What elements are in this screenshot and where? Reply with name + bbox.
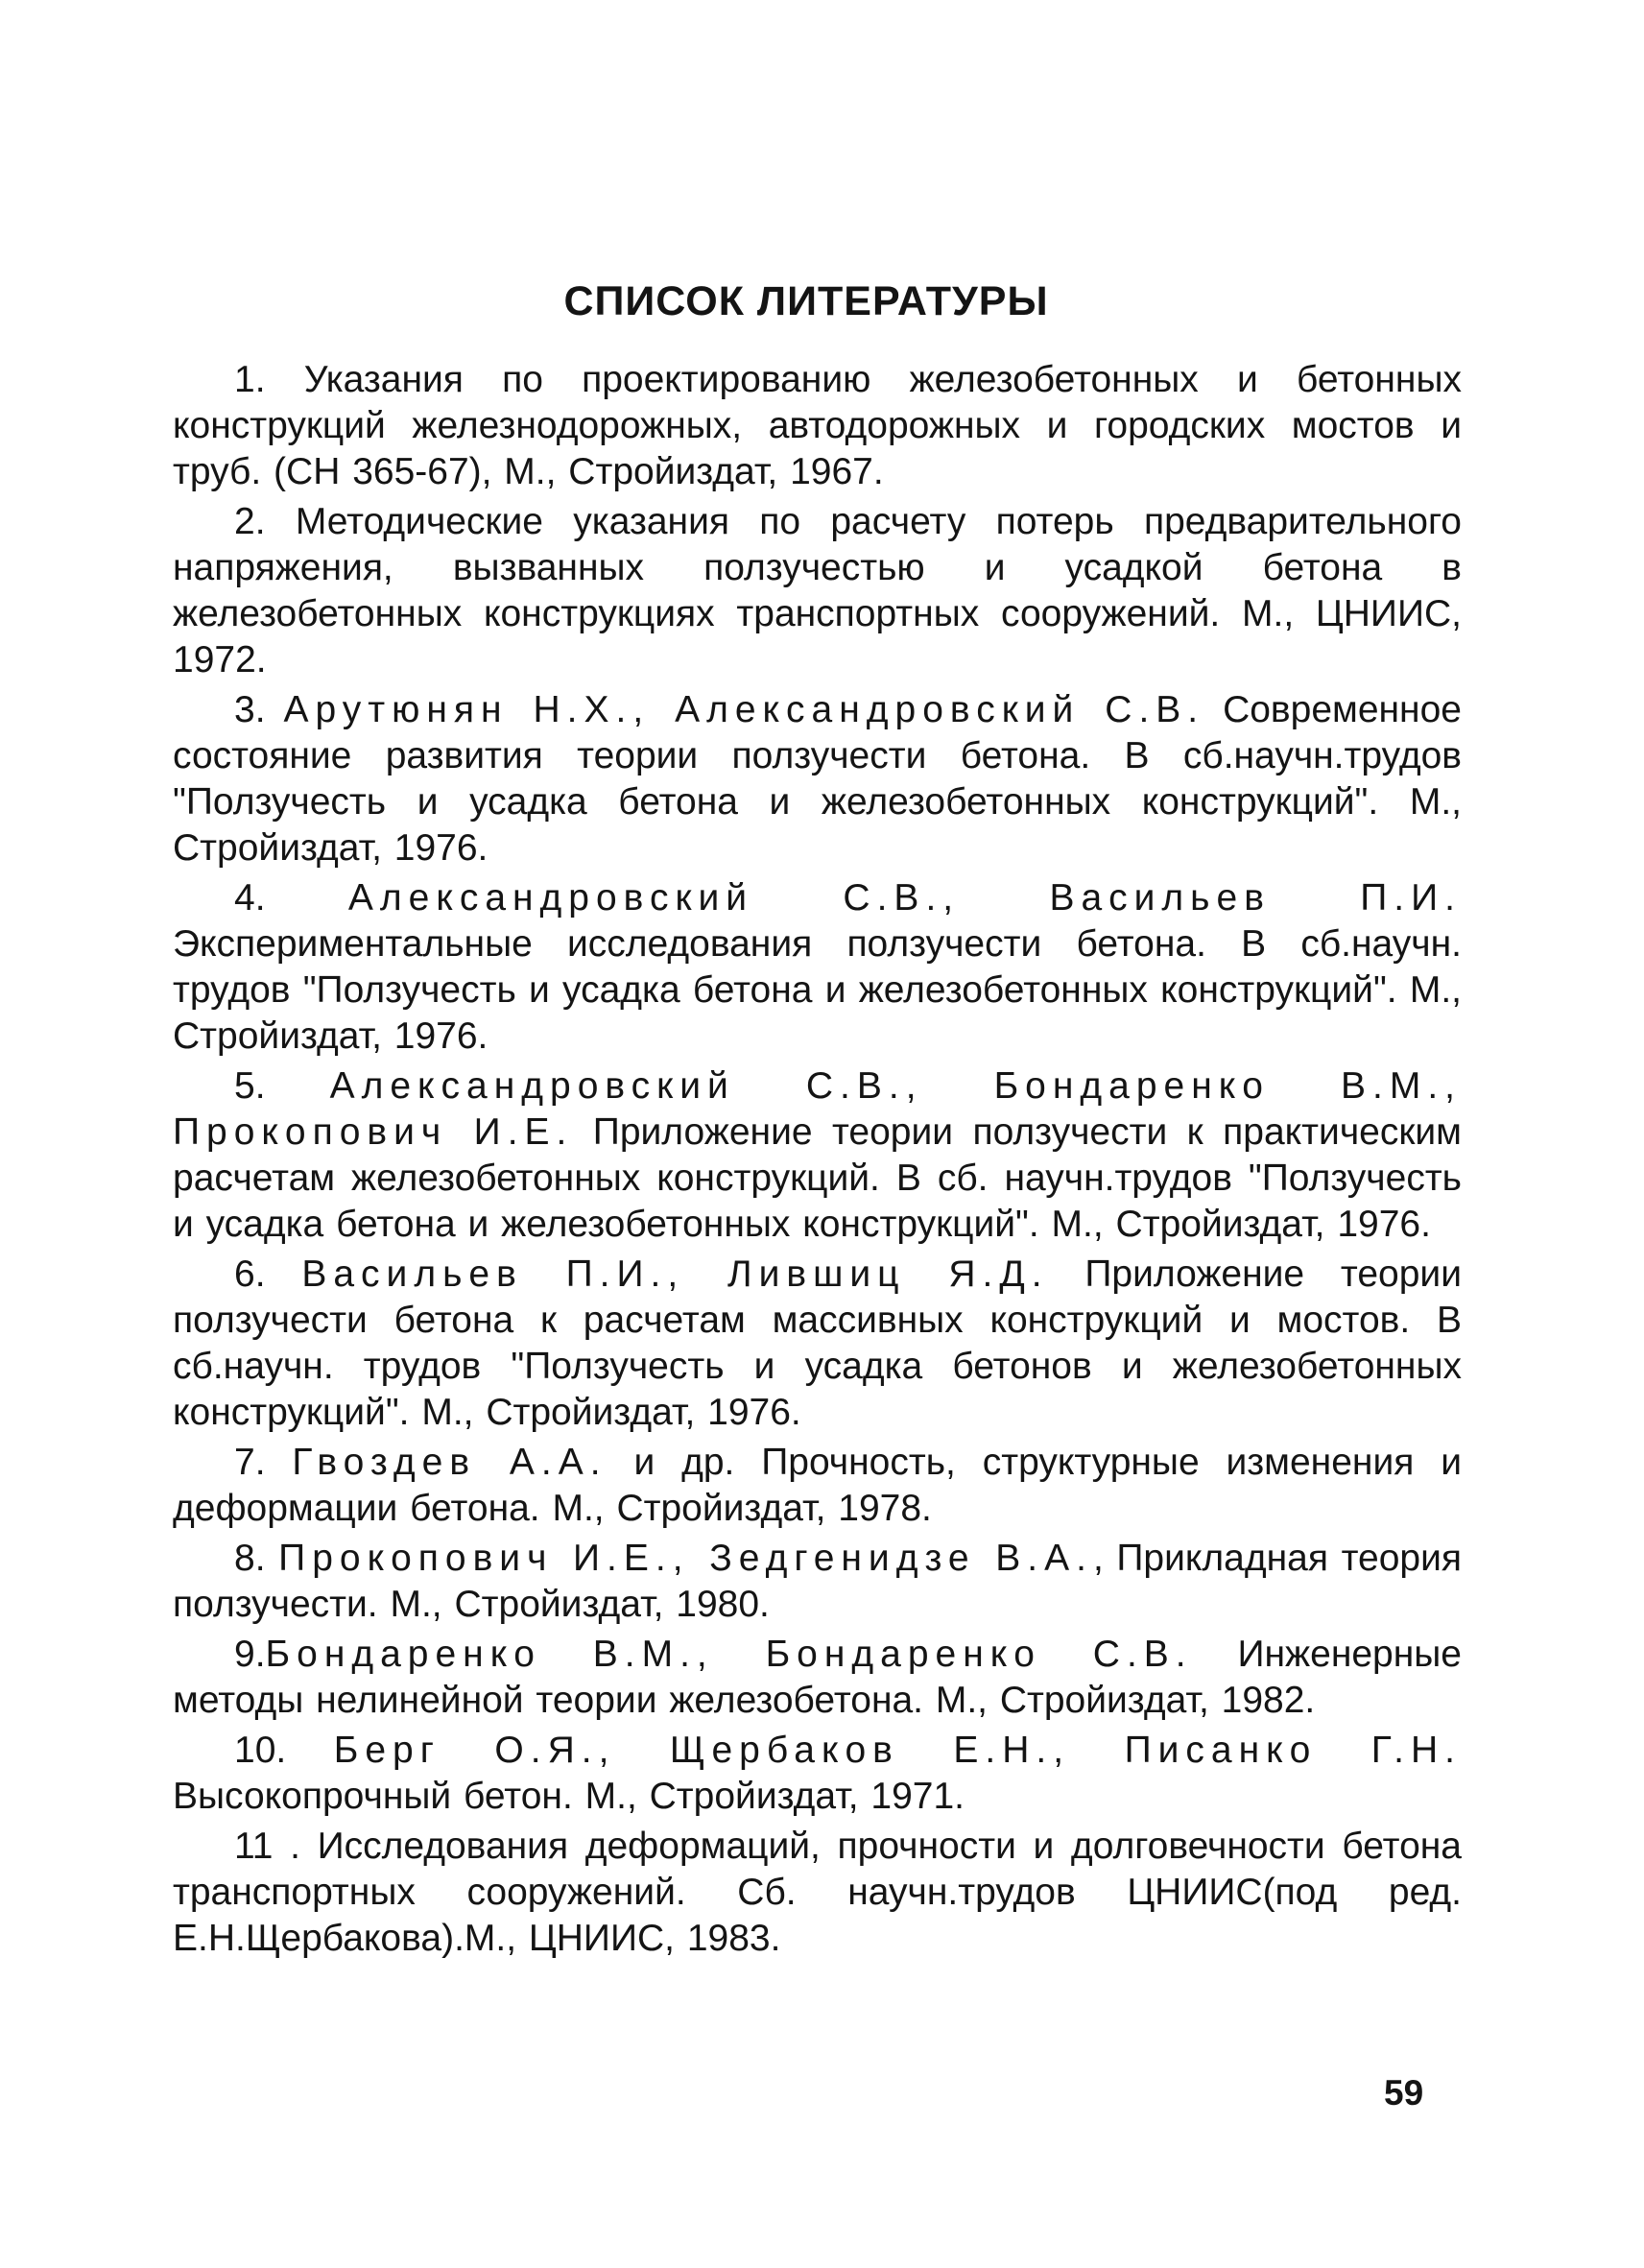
reference-item-10: [173, 1728, 1462, 1820]
reference-item-3: [173, 687, 1462, 871]
reference-text: Указания по проектированию железобетонных и бетонных конструкций железнодорожных, автодорожных и городских мостов и труб. (СН 365-67), М., Стройиздат, 1967.: [173, 359, 1462, 492]
reference-item-4: [173, 875, 1462, 1060]
reference-number: 1.: [234, 359, 304, 400]
reference-authors: Васильев П.И., Лившиц Я.Д.: [301, 1253, 1049, 1295]
reference-item-9: [173, 1632, 1462, 1724]
reference-text: Современное состояние развития теории ползучести бетона. В сб.научн.трудов "Ползучесть и усадка бетона и железобетонных конструкций". М., Стройиздат, 1976.: [173, 689, 1462, 869]
reference-item-8: [173, 1536, 1462, 1628]
reference-number: 2.: [234, 501, 296, 542]
reference-text: Приложение теории ползучести к практическим расчетам железобетонных конструкций. В сб. научн.трудов "Ползучесть и усадка бетона и железобетонных конструкций". М., Стройиздат, 1976.: [173, 1111, 1462, 1245]
reference-number: 3.: [234, 689, 284, 730]
reference-number: 11 .: [234, 1826, 318, 1867]
reference-item-2: [173, 499, 1462, 683]
reference-item-5: [173, 1063, 1462, 1248]
reference-text: Экспериментальные исследования ползучести бетона. В сб.научн. трудов "Ползучесть и усадка бетона и железобетонных конструкций". М., Стройиздат, 1976.: [173, 923, 1462, 1057]
reference-number: 4.: [234, 877, 348, 919]
reference-item-6: [173, 1252, 1462, 1436]
reference-number: 8.: [234, 1538, 279, 1579]
reference-item-7: [173, 1440, 1462, 1532]
reference-text: Инженерные методы нелинейной теории железобетона. М., Стройиздат, 1982.: [173, 1634, 1462, 1721]
page-number: 59: [1384, 2073, 1424, 2113]
reference-authors: Гвоздев А.А.: [292, 1442, 608, 1483]
reference-number: 5.: [234, 1065, 330, 1107]
reference-list: [173, 357, 1462, 1966]
reference-text: и др. Прочность, структурные изменения и деформации бетона. М., Стройиздат, 1978.: [173, 1442, 1462, 1529]
reference-authors: Александровский С.В., Васильев П.И.: [347, 877, 1462, 919]
reference-text: Методические указания по расчету потерь предварительного напряжения, вызванных ползучестью и усадкой бетона в железобетонных конструкциях транспортных сооружений. М., ЦНИИС, 1972.: [173, 501, 1462, 680]
reference-authors: Берг О.Я., Щербаков Е.Н., Писанко Г.Н.: [333, 1730, 1462, 1771]
reference-number: 7.: [234, 1442, 293, 1483]
reference-number: 10.: [234, 1730, 334, 1771]
reference-text: Приложение теории ползучести бетона к расчетам массивных конструкций и мостов. В сб.научн. трудов "Ползучесть и усадка бетонов и железобетонных конструкций". М., Стройиздат, 1976.: [173, 1253, 1462, 1433]
reference-text: , Прикладная теория ползучести. М., Стройиздат, 1980.: [173, 1538, 1462, 1625]
reference-item-11: [173, 1824, 1462, 1962]
reference-authors: Бондаренко В.М., Бондаренко С.В.: [265, 1634, 1193, 1675]
reference-number: 6.: [234, 1253, 302, 1295]
page-title: СПИСОК ЛИТЕРАТУРЫ: [563, 278, 1049, 324]
reference-authors: Александровский С.В., Бондаренко В.М., Прокопович И.Е.: [173, 1065, 1462, 1153]
reference-text: Высокопрочный бетон. М., Стройиздат, 1971.: [173, 1776, 965, 1817]
reference-authors: Арутюнян Н.Х., Александровский С.В.: [283, 689, 1205, 730]
reference-number: 9.: [234, 1634, 266, 1675]
reference-authors: Прокопович И.Е., Зедгенидзе В.А.: [278, 1538, 1093, 1579]
reference-item-1: [173, 357, 1462, 495]
reference-text: Исследования деформаций, прочности и долговечности бетона транспортных сооружений. Сб. научн.трудов ЦНИИС(под ред. Е.Н.Щербакова).М., ЦНИИС, 1983.: [173, 1826, 1462, 1959]
